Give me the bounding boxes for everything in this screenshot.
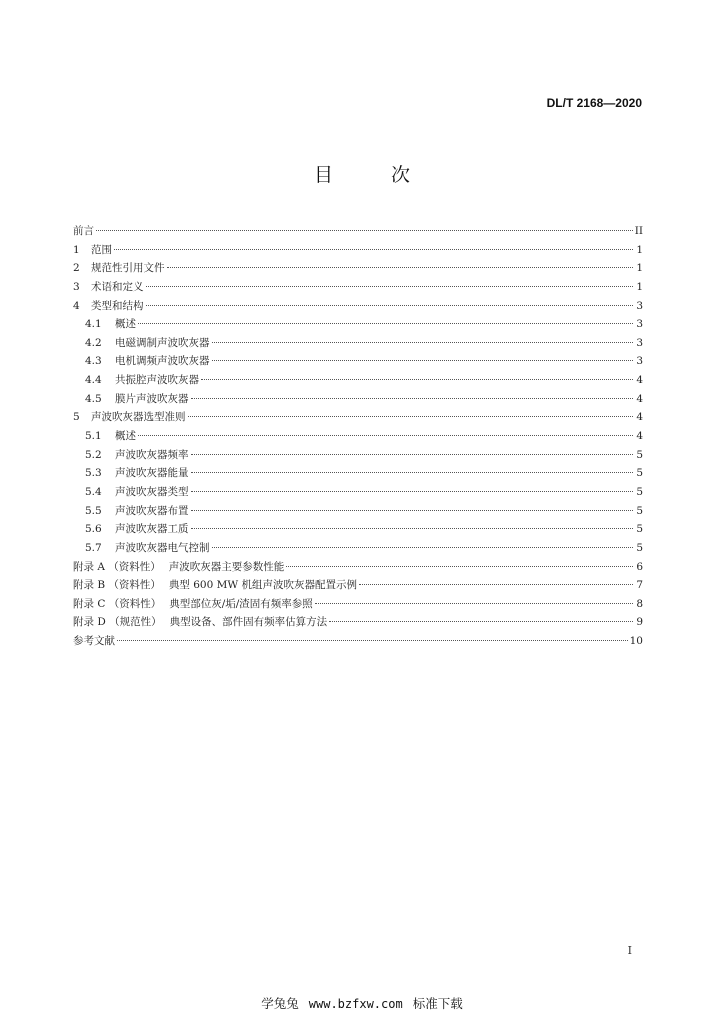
toc-dot-leader [212, 342, 634, 343]
toc-dot-leader [201, 379, 633, 380]
toc-entry-title: 参考文献 [73, 635, 115, 648]
toc-entry-subtitle: 声波吹灰器主要参数性能 [168, 560, 285, 573]
toc-entry-page: 5 [636, 467, 643, 480]
toc-dot-leader [138, 323, 633, 324]
toc-entry[interactable] [73, 558, 643, 577]
toc-entry-title: 声波吹灰器布置 [115, 504, 189, 517]
toc-dot-leader [212, 547, 634, 548]
toc-entry-number: 5.2 [85, 448, 102, 461]
toc-entry[interactable] [73, 278, 643, 297]
toc-entry-title: 共振腔声波吹灰器 [115, 374, 199, 387]
toc-entry-page: 1 [636, 280, 643, 293]
toc-entry-title: 附录 D （规范性） [73, 616, 162, 629]
toc-entry-title: 前言 [73, 225, 94, 237]
toc-entry-title: 附录 A （资料性） [73, 560, 161, 573]
toc-entry-title: 附录 C （资料性） [73, 597, 162, 610]
toc-entry-title: 声波吹灰器能量 [115, 467, 189, 480]
toc-entry-title: 规范性引用文件 [91, 262, 165, 275]
toc-entry-subtitle: 典型设备、部件固有频率估算方法 [169, 616, 328, 629]
table-of-contents [73, 222, 643, 651]
toc-entry-page: 4 [636, 374, 643, 387]
footer-site[interactable]: www.bzfxw.com [308, 997, 403, 1011]
toc-entry-number: 5.1 [85, 430, 102, 443]
toc-entry-page: 5 [636, 485, 643, 498]
toc-dot-leader [146, 305, 634, 306]
toc-entry-subtitle: 典型 600 MW 机组声波吹灰器配置示例 [168, 579, 358, 592]
toc-dot-leader [315, 603, 633, 604]
toc-entry-page: 3 [636, 318, 643, 331]
toc-entry[interactable] [73, 371, 643, 390]
toc-entry-title: 电机调频声波吹灰器 [115, 355, 210, 368]
toc-dot-leader [286, 566, 633, 567]
toc-entry-page: 4 [636, 430, 643, 443]
toc-dot-leader [359, 584, 633, 585]
toc-entry-number: 4.5 [85, 392, 102, 405]
toc-entry-page: 1 [636, 262, 643, 275]
toc-entry-subtitle: 典型部位灰/垢/渣固有频率参照 [169, 597, 313, 610]
toc-dot-leader [191, 472, 634, 473]
toc-entry-title: 附录 B （资料性） [73, 579, 161, 592]
toc-entry-title: 类型和结构 [91, 299, 144, 312]
toc-dot-leader [146, 286, 634, 287]
toc-entry-title: 术语和定义 [91, 280, 144, 293]
toc-entry-page: 1 [636, 243, 643, 256]
toc-entry[interactable] [73, 595, 643, 614]
toc-dot-leader [96, 230, 633, 231]
toc-entry-page: 5 [636, 523, 643, 536]
toc-entry[interactable] [73, 315, 643, 334]
toc-entry-number: 4 [73, 299, 80, 312]
toc-entry-page: 7 [636, 579, 643, 592]
toc-entry-number: 4.4 [85, 374, 102, 387]
toc-entry-number: 1 [73, 243, 80, 256]
toc-dot-leader [114, 249, 633, 250]
standard-code: DL/T 2168—2020 [546, 96, 642, 110]
toc-entry-page: 5 [636, 541, 643, 554]
toc-entry-page: 4 [636, 392, 643, 405]
toc-entry-page: 6 [636, 560, 643, 573]
toc-entry-number: 5 [73, 411, 80, 424]
toc-entry[interactable] [73, 446, 643, 465]
toc-entry-page: 5 [636, 504, 643, 517]
toc-entry-number: 2 [73, 262, 80, 275]
toc-entry-number: 5.5 [85, 504, 102, 517]
toc-dot-leader [138, 435, 633, 436]
toc-entry-page: 8 [636, 597, 643, 610]
toc-entry-page: 3 [636, 299, 643, 312]
footer-tagline: 标准下载 [412, 996, 463, 1011]
footer [0, 994, 724, 1012]
toc-entry[interactable] [73, 241, 643, 260]
toc-entry[interactable] [73, 334, 643, 353]
toc-entry-title: 声波吹灰器电气控制 [115, 541, 210, 554]
toc-dot-leader [191, 491, 634, 492]
toc-entry-page: 9 [636, 616, 643, 629]
toc-dot-leader [191, 510, 634, 511]
toc-entry[interactable] [73, 408, 643, 427]
toc-entry[interactable] [73, 464, 643, 483]
toc-entry-number: 5.4 [85, 485, 102, 498]
toc-entry-page: 4 [636, 411, 643, 424]
toc-entry-title: 电磁调制声波吹灰器 [115, 336, 210, 349]
toc-dot-leader [117, 640, 628, 641]
toc-entry[interactable] [73, 259, 643, 278]
toc-entry-number: 5.3 [85, 467, 102, 480]
toc-dot-leader [329, 621, 633, 622]
toc-entry[interactable] [73, 632, 643, 651]
toc-dot-leader [212, 360, 634, 361]
toc-entry[interactable] [73, 390, 643, 409]
toc-entry[interactable] [73, 222, 643, 241]
toc-entry[interactable] [73, 539, 643, 558]
toc-dot-leader [188, 416, 634, 417]
toc-entry[interactable] [73, 483, 643, 502]
toc-entry-title: 概述 [115, 318, 136, 331]
toc-dot-leader [167, 267, 634, 268]
toc-entry-number: 3 [73, 280, 80, 293]
toc-entry[interactable] [73, 613, 643, 632]
toc-entry-number: 5.7 [85, 541, 102, 554]
toc-entry-title: 声波吹灰器工质 [115, 523, 189, 536]
toc-entry[interactable] [73, 352, 643, 371]
toc-entry-number: 4.2 [85, 336, 102, 349]
toc-entry-page: 3 [636, 355, 643, 368]
toc-entry-page: 3 [636, 336, 643, 349]
toc-entry-number: 4.3 [85, 355, 102, 368]
toc-dot-leader [191, 454, 634, 455]
toc-entry[interactable] [73, 520, 643, 539]
toc-entry-number: 4.1 [85, 318, 102, 331]
toc-entry-page: 10 [629, 635, 643, 648]
toc-entry-title: 膜片声波吹灰器 [115, 392, 189, 405]
toc-entry-title: 范围 [91, 243, 112, 256]
toc-entry-title: 声波吹灰器选型准则 [91, 411, 186, 424]
toc-entry-title: 声波吹灰器频率 [115, 448, 189, 461]
toc-entry-page: 5 [636, 448, 643, 461]
toc-entry-number: 5.6 [85, 523, 102, 536]
page-number: I [627, 944, 632, 957]
toc-entry[interactable] [73, 576, 643, 595]
toc-entry-title: 概述 [115, 430, 136, 443]
toc-entry[interactable] [73, 297, 643, 316]
toc-title: 目 次 [313, 164, 437, 186]
toc-dot-leader [191, 528, 634, 529]
footer-name: 学兔兔 [261, 996, 299, 1011]
toc-entry[interactable] [73, 427, 643, 446]
toc-entry-page: II [634, 225, 643, 237]
toc-dot-leader [191, 398, 634, 399]
toc-entry-title: 声波吹灰器类型 [115, 485, 189, 498]
toc-entry[interactable] [73, 502, 643, 521]
